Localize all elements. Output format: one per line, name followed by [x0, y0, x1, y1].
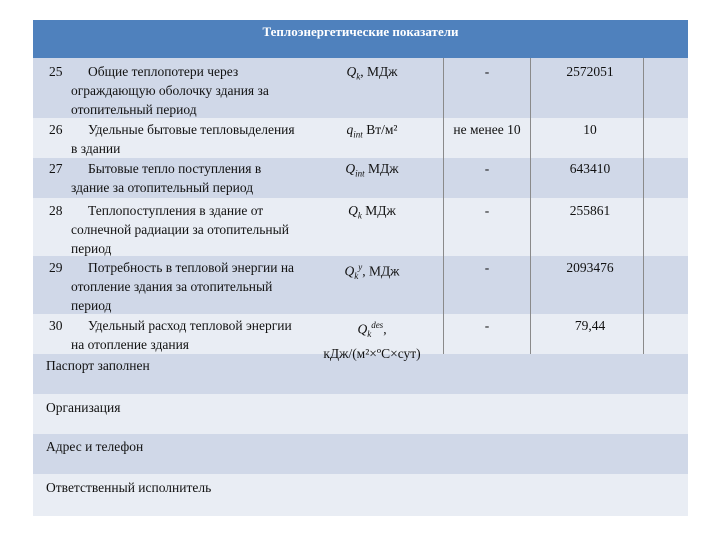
row-number: 30	[49, 318, 63, 333]
row-description: Потребность в тепловой энергии на отопление здания за отопительный период	[71, 260, 295, 313]
row-description: Общие теплопотери через ограждающую оболочку здания за отопительный период	[71, 64, 269, 117]
row-unit-line2: кДж/(м²×ºС×сут)	[323, 346, 421, 362]
row-description: Удельный расход тепловой энергии на отопление здания	[71, 318, 292, 352]
responsible-person-label: Ответственный исполнитель	[46, 480, 212, 495]
row-norm: -	[484, 64, 490, 79]
row-unit: $q_{int}$ Вт/м²	[346, 122, 398, 140]
row-value: 79,44	[574, 318, 606, 333]
organization-label: Организация	[46, 400, 121, 415]
row-norm: -	[484, 203, 490, 218]
row-norm: -	[484, 161, 490, 176]
row-value: 255861	[569, 203, 611, 218]
row-unit: $Q_k$ МДж	[348, 203, 396, 221]
row-description: Бытовые тепло поступления в здание за отопительный период	[71, 161, 262, 195]
column-divider	[443, 58, 444, 354]
row-norm: -	[484, 260, 490, 275]
row-norm: не менее 10	[453, 122, 521, 137]
table-title: Теплоэнергетические показатели	[262, 24, 459, 39]
row-unit: $Q_{int}$ МДж	[345, 161, 399, 179]
row-value: 643410	[569, 161, 611, 176]
row-value: 2093476	[566, 260, 614, 275]
row-norm: -	[484, 318, 490, 333]
row-number: 25	[49, 64, 63, 79]
row-value: 2572051	[566, 64, 614, 79]
row-number: 28	[49, 203, 63, 218]
footer-band	[33, 394, 688, 434]
row-description: Удельные бытовые тепловыделения в здании	[71, 122, 295, 156]
row-number: 29	[49, 260, 63, 275]
row-unit: $Q_k$, МДж	[346, 64, 398, 82]
row-unit: $Q_k^y$, МДж	[344, 262, 400, 282]
row-value: 10	[583, 122, 597, 137]
row-number: 27	[49, 161, 63, 176]
row-number: 26	[49, 122, 63, 137]
table-header	[33, 20, 688, 58]
address-phone-label: Адрес и телефон	[46, 439, 144, 454]
passport-filled-label: Паспорт заполнен	[46, 358, 150, 373]
row-description: Теплопоступления в здание от солнечной радиации за отопительный период	[71, 203, 289, 256]
column-divider	[530, 58, 531, 354]
row-unit: $Q_k^{des}$, кДж/(м²×ºС×сут)	[323, 320, 421, 362]
